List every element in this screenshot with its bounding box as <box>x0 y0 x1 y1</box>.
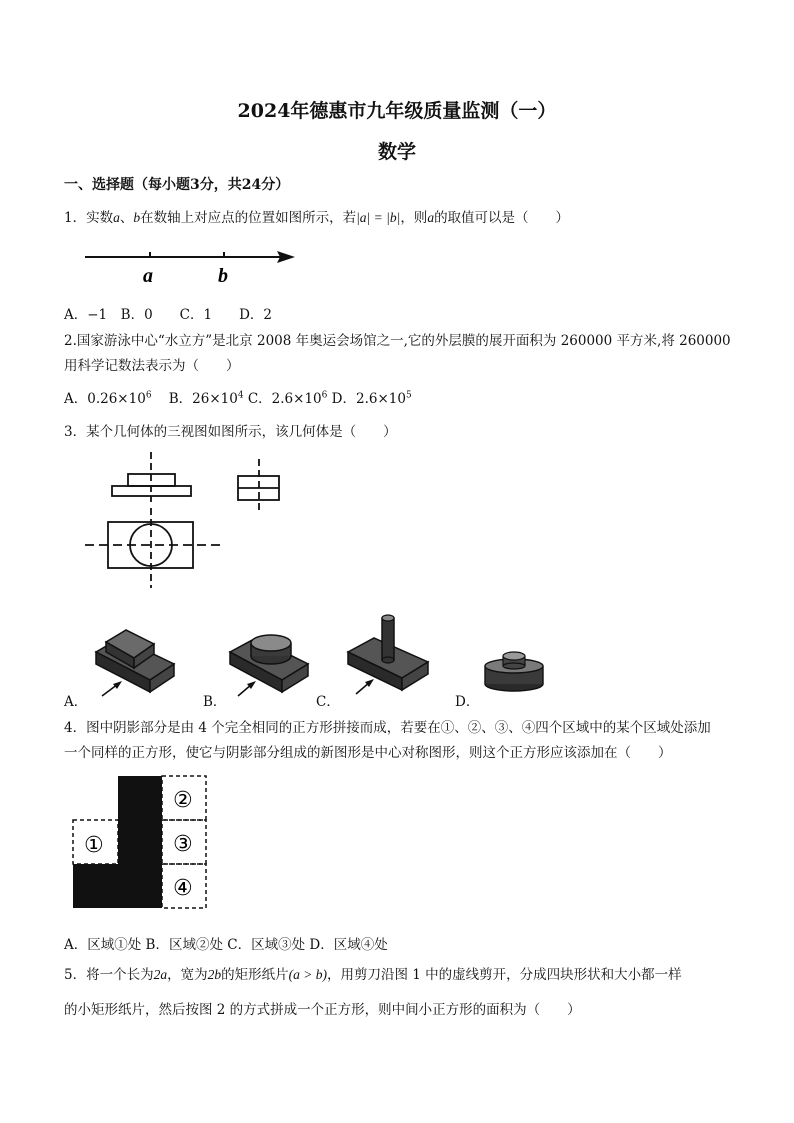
subject-title: 数学 <box>377 141 416 163</box>
question-5-stem-line2: 的小矩形纸片，然后按图 2 的方式拼成一个正方形，则中间小正方形的面积为（ ） <box>64 1002 581 1018</box>
option-a-label: A． <box>64 694 88 710</box>
region-2-label: ② <box>173 788 193 813</box>
question-1-stem: 1．实数a、b在数轴上对应点的位置如图所示，若|a| = |b|，则a的取值可以是（ ） <box>64 210 570 226</box>
question-3-stem: 3．某个几何体的三视图如图所示，该几何体是（ ） <box>64 424 397 440</box>
option-d-solid <box>482 646 548 694</box>
option-c-solid <box>344 612 436 698</box>
question-2-options: A．$0.26\times 10^6$ B．$26\times 10^4$ C．$2.6\times 10^6$ D．$2.6\times 10^5$ <box>64 390 412 407</box>
region-3-label: ③ <box>173 832 193 857</box>
number-line-figure <box>80 244 310 290</box>
three-view-figure <box>80 452 310 592</box>
shaded-squares-figure <box>70 774 212 914</box>
option-c-label: C． <box>316 694 340 710</box>
option-a-solid <box>92 624 182 696</box>
region-4-label: ④ <box>173 876 193 901</box>
option-b-label: B． <box>203 694 227 710</box>
page-title: 2024年德惠市九年级质量监测（一） <box>237 100 557 122</box>
option-b-solid <box>226 626 316 698</box>
question-4-stem-line1: 4．图中阴影部分是由 4 个完全相同的正方形拼接而成，若要在①、②、③、④四个区域中的某个区域处添加 <box>64 720 711 736</box>
question-2-stem-line2: 用科学记数法表示为（ ） <box>64 358 240 374</box>
question-4-stem-line2: 一个同样的正方形，使它与阴影部分组成的新图形是中心对称图形，则这个正方形应该添加在（ ） <box>64 745 672 761</box>
question-4-options: A．区域①处 B．区域②处 C．区域③处 D．区域④处 <box>64 937 388 953</box>
axis-label-b: b <box>218 265 228 287</box>
question-2-stem-line1: 2.国家游泳中心“水立方”是北京 2008 年奥运会场馆之一,它的外层膜的展开面积为 260000 平方米,将 260000 <box>64 333 731 349</box>
region-1-label: ① <box>84 833 104 858</box>
axis-label-a: a <box>143 265 153 287</box>
option-d-label: D． <box>455 694 480 710</box>
section-heading: 一、选择题（每小题3分，共24分） <box>64 177 290 193</box>
question-1-options: A．−1 B．0 C．1 D．2 <box>64 307 272 323</box>
question-5-stem-line1: 5．将一个长为2a，宽为2b的矩形纸片(a > b)，用剪刀沿图 1 中的虚线剪开，分成四块形状和大小都一样 <box>64 967 682 983</box>
